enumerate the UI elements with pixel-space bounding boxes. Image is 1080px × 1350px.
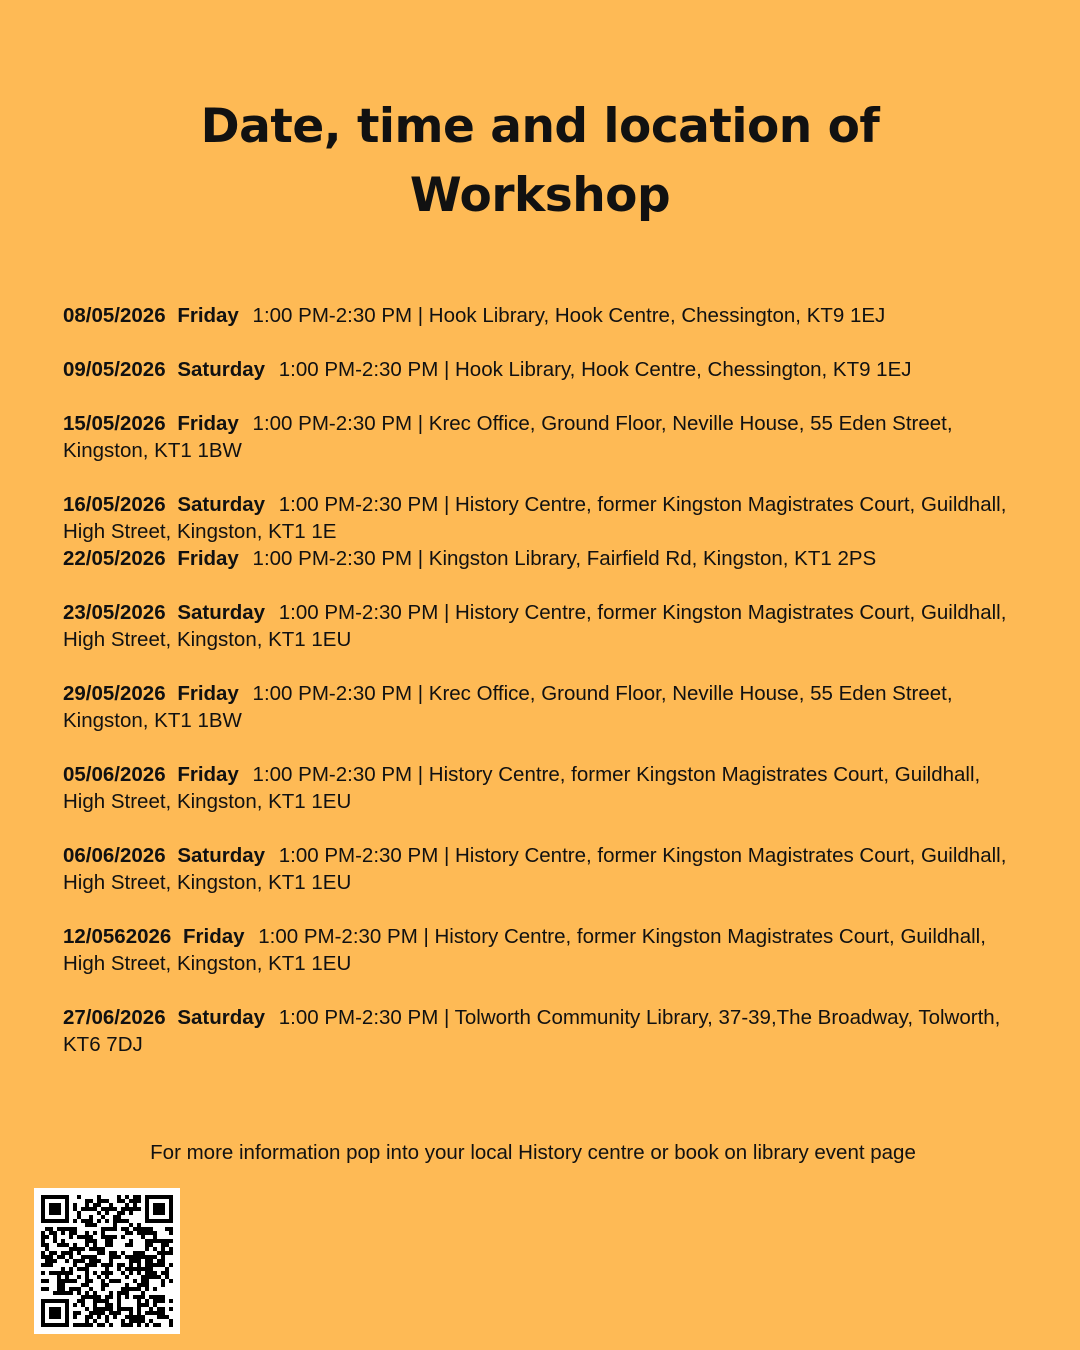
event-details: 1:00 PM-2:30 PM | Hook Library, Hook Centre, Chessington, KT9 1EJ [278, 358, 912, 381]
event-day: Saturday [177, 844, 266, 867]
event-day: Friday [183, 925, 245, 948]
event-day: Friday [177, 682, 239, 705]
event-day: Saturday [177, 358, 266, 381]
event-day: Saturday [177, 601, 266, 624]
footer-note: For more information pop into your local History centre or book on library event page [150, 1141, 916, 1164]
event-item [63, 680, 1023, 734]
event-details: 1:00 PM-2:30 PM | Krec Office, Ground Floor, Neville House, 55 Eden Street, Kingston, KT1 1BW [63, 412, 953, 462]
event-item [63, 410, 1023, 464]
event-details: 1:00 PM-2:30 PM | Tolworth Community Library, 37-39,The Broadway, Tolworth, KT6 7DJ [63, 1006, 1001, 1056]
event-item [63, 842, 1023, 896]
event-item [63, 545, 1023, 572]
event-date: 23/05/2026 [63, 601, 166, 624]
event-details: 1:00 PM-2:30 PM | History Centre, former Kingston Magistrates Court, Guildhall, High Street, Kingston, KT1 1EU [63, 925, 986, 975]
event-date: 22/05/2026 [63, 547, 166, 570]
event-details: 1:00 PM-2:30 PM | Hook Library, Hook Centre, Chessington, KT9 1EJ [252, 304, 886, 327]
event-day: Friday [177, 412, 239, 435]
event-date: 06/06/2026 [63, 844, 166, 867]
event-day: Friday [177, 547, 239, 570]
event-details: 1:00 PM-2:30 PM | History Centre, former Kingston Magistrates Court, Guildhall, High Street, Kingston, KT1 1EU [63, 844, 1007, 894]
event-date: 29/05/2026 [63, 682, 166, 705]
event-date: 09/05/2026 [63, 358, 166, 381]
event-day: Saturday [177, 493, 266, 516]
event-date: 15/05/2026 [63, 412, 166, 435]
title-line-1: Date, time and location of [200, 99, 880, 154]
event-details: 1:00 PM-2:30 PM | Krec Office, Ground Floor, Neville House, 55 Eden Street, Kingston, KT1 1BW [63, 682, 953, 732]
event-item [63, 491, 1023, 545]
event-details: 1:00 PM-2:30 PM | History Centre, former Kingston Magistrates Court, Guildhall, High Street, Kingston, KT1 1EU [63, 601, 1007, 651]
event-item [63, 356, 1023, 383]
page-title [0, 92, 1080, 230]
event-day: Friday [177, 304, 239, 327]
event-item [63, 923, 1023, 977]
event-details: 1:00 PM-2:30 PM | History Centre, former Kingston Magistrates Court, Guildhall, High Street, Kingston, KT1 1E [63, 493, 1007, 543]
event-item [63, 302, 1023, 329]
event-date: 08/05/2026 [63, 304, 166, 327]
title-line-2: Workshop [409, 168, 671, 223]
event-date: 05/06/2026 [63, 763, 166, 786]
event-details: 1:00 PM-2:30 PM | Kingston Library, Fairfield Rd, Kingston, KT1 2PS [252, 547, 877, 570]
event-date: 27/06/2026 [63, 1006, 166, 1029]
event-item [63, 761, 1023, 815]
event-item [63, 599, 1023, 653]
event-details: 1:00 PM-2:30 PM | History Centre, former Kingston Magistrates Court, Guildhall, High Street, Kingston, KT1 1EU [63, 763, 981, 813]
event-item [63, 1004, 1023, 1058]
event-day: Friday [177, 763, 239, 786]
event-date: 12/0562026 [63, 925, 172, 948]
event-date: 16/05/2026 [63, 493, 166, 516]
qr-code-icon [34, 1188, 180, 1334]
event-day: Saturday [177, 1006, 266, 1029]
